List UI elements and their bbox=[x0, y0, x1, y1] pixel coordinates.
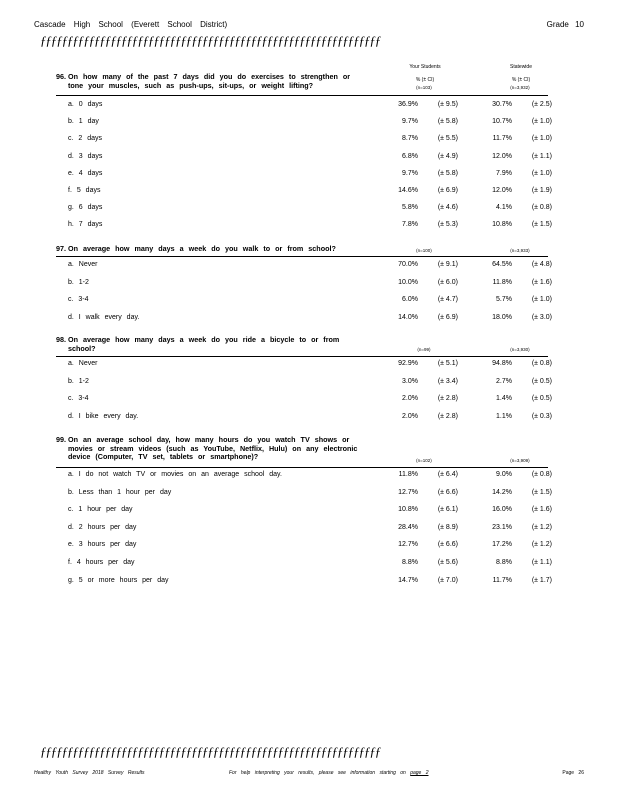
answer-label: a. I do not watch TV or movies on an average school day. bbox=[68, 471, 282, 478]
answer-label: h. 7 days bbox=[68, 221, 103, 229]
answer-label: a. 0 days bbox=[68, 101, 103, 108]
your-students-pct: 8.8% bbox=[402, 559, 418, 566]
statewide-ci: (± 4.8) bbox=[531, 261, 552, 268]
answer-label: g. 6 days bbox=[68, 204, 103, 212]
statewide-ci: (± 1.9) bbox=[531, 187, 552, 194]
your-students-ci: (± 6.9) bbox=[437, 313, 458, 321]
your-students-pct: 12.7% bbox=[398, 541, 418, 549]
statewide-ci: (± 1.6) bbox=[531, 506, 552, 514]
your-students-pct: 2.0% bbox=[402, 395, 418, 403]
answer-label: a. Never bbox=[68, 360, 98, 367]
n-your-students: (n=100) bbox=[416, 248, 432, 253]
answer-label: e. 4 days bbox=[68, 169, 103, 177]
statewide-pct: 1.4% bbox=[496, 395, 512, 403]
col-your-students-label: Your Students bbox=[409, 64, 441, 70]
statewide-ci: (± 1.0) bbox=[531, 118, 552, 126]
statewide-pct: 1.1% bbox=[496, 412, 512, 420]
question-97 bbox=[56, 245, 386, 254]
question-text: On average how many days a week do you walk to or from school? bbox=[68, 244, 336, 253]
question-text: On an average school day, how many hours do you watch TV shows or movies or stream videos (such as YouTube, Netflix, Hulu) on any electronic device (Computer, TV set, tablets or smartphone)? bbox=[68, 435, 358, 461]
col-statewide-label: Statewide bbox=[510, 64, 532, 70]
answer-label: f. 4 hours per day bbox=[68, 559, 135, 566]
n-statewide: (n=3,909) bbox=[510, 458, 530, 463]
question-text: On average how many days a week do you ride a bicycle to or from school? bbox=[68, 335, 340, 353]
grade-label: Grade 10 bbox=[546, 20, 584, 29]
question-number: 98. bbox=[56, 335, 66, 344]
statewide-pct: 2.7% bbox=[496, 377, 512, 385]
your-students-pct: 10.0% bbox=[398, 278, 418, 286]
n-statewide: (n=3,932) bbox=[510, 85, 530, 90]
your-students-ci: (± 9.1) bbox=[437, 261, 458, 268]
question-rule bbox=[56, 256, 548, 257]
answer-label: d. I walk every day. bbox=[68, 313, 140, 321]
statewide-pct: 5.7% bbox=[496, 296, 512, 304]
your-students-pct: 14.7% bbox=[398, 576, 418, 584]
statewide-ci: (± 1.7) bbox=[531, 576, 552, 584]
col-your-students bbox=[390, 64, 460, 70]
your-students-ci: (± 2.8) bbox=[437, 412, 458, 420]
answer-label: e. 3 hours per day bbox=[68, 541, 137, 549]
statewide-pct: 4.1% bbox=[496, 204, 512, 212]
your-students-pct: 2.0% bbox=[402, 412, 418, 420]
statewide-pct: 14.2% bbox=[492, 488, 512, 496]
your-students-pct: 3.0% bbox=[402, 377, 418, 385]
statewide-ci: (± 1.1) bbox=[531, 559, 552, 566]
decorative-divider-bottom: ƒƒƒƒƒƒƒƒƒƒƒƒƒƒƒƒƒƒƒƒƒƒƒƒƒƒƒƒƒƒƒƒƒƒƒƒƒƒƒƒƒƒƒƒƒƒƒƒƒƒƒƒƒƒƒƒƒƒƒƒƒƒƒ bbox=[40, 744, 381, 759]
n-statewide: (n=3,930) bbox=[510, 347, 530, 352]
statewide-ci: (± 0.8) bbox=[531, 204, 552, 212]
statewide-ci: (± 1.0) bbox=[531, 169, 552, 177]
answer-label: d. I bike every day. bbox=[68, 412, 139, 420]
statewide-pct: 9.0% bbox=[496, 471, 512, 478]
your-students-ci: (± 5.3) bbox=[437, 221, 458, 229]
answer-label: d. 2 hours per day bbox=[68, 523, 137, 531]
question-number: 96. bbox=[56, 72, 66, 81]
your-students-pct: 14.0% bbox=[398, 313, 418, 321]
statewide-ci: (± 0.3) bbox=[531, 412, 552, 420]
your-students-ci: (± 6.4) bbox=[437, 471, 458, 478]
statewide-pct: 30.7% bbox=[492, 101, 512, 108]
your-students-ci: (± 5.1) bbox=[437, 360, 458, 367]
your-students-ci: (± 2.8) bbox=[437, 395, 458, 403]
statewide-pct: 16.0% bbox=[492, 506, 512, 514]
answer-label: a. Never bbox=[68, 261, 98, 268]
your-students-ci: (± 6.6) bbox=[437, 541, 458, 549]
statewide-pct: 7.9% bbox=[496, 169, 512, 177]
statewide-ci: (± 0.5) bbox=[531, 395, 552, 403]
statewide-pct: 64.5% bbox=[492, 261, 512, 268]
your-students-pct: 7.8% bbox=[402, 221, 418, 229]
question-rule bbox=[56, 95, 548, 96]
your-students-ci: (± 9.5) bbox=[437, 101, 458, 108]
your-students-pct: 12.7% bbox=[398, 488, 418, 496]
statewide-ci: (± 1.0) bbox=[531, 296, 552, 304]
question-number: 99. bbox=[56, 435, 66, 444]
statewide-pct: 10.8% bbox=[492, 221, 512, 229]
your-students-pct: 70.0% bbox=[398, 261, 418, 268]
your-students-pct: 8.7% bbox=[402, 135, 418, 143]
your-students-pct: 11.8% bbox=[398, 471, 418, 478]
statewide-pct: 18.0% bbox=[492, 313, 512, 321]
statewide-ci: (± 0.8) bbox=[531, 360, 552, 367]
statewide-ci: (± 1.2) bbox=[531, 523, 552, 531]
statewide-ci: (± 1.5) bbox=[531, 221, 552, 229]
question-98 bbox=[56, 336, 386, 353]
statewide-ci: (± 1.1) bbox=[531, 152, 552, 160]
statewide-pct: 10.7% bbox=[492, 118, 512, 126]
answer-label: c. 1 hour per day bbox=[68, 506, 133, 514]
answer-label: c. 3-4 bbox=[68, 296, 89, 304]
decorative-divider-top: ƒƒƒƒƒƒƒƒƒƒƒƒƒƒƒƒƒƒƒƒƒƒƒƒƒƒƒƒƒƒƒƒƒƒƒƒƒƒƒƒƒƒƒƒƒƒƒƒƒƒƒƒƒƒƒƒƒƒƒƒƒƒƒ bbox=[40, 33, 381, 48]
footer-survey-title: Healthy Youth Survey 2018 Survey Results bbox=[34, 770, 145, 776]
n-your-students: (n=103) bbox=[416, 85, 432, 90]
statewide-ci: (± 1.5) bbox=[531, 488, 552, 496]
answer-label: b. 1-2 bbox=[68, 377, 89, 385]
answer-label: d. 3 days bbox=[68, 152, 103, 160]
question-96 bbox=[56, 73, 386, 90]
answer-label: b. 1-2 bbox=[68, 278, 89, 286]
statewide-pct: 23.1% bbox=[492, 523, 512, 531]
statewide-pct: 12.0% bbox=[492, 187, 512, 194]
statewide-pct: 17.2% bbox=[492, 541, 512, 549]
your-students-ci: (± 7.0) bbox=[437, 576, 458, 584]
statewide-pct: 8.8% bbox=[496, 559, 512, 566]
col-state-pct: % (± CI) bbox=[511, 77, 531, 83]
your-students-pct: 9.7% bbox=[402, 118, 418, 126]
your-students-pct: 9.7% bbox=[402, 169, 418, 177]
your-students-ci: (± 6.9) bbox=[437, 187, 458, 194]
statewide-pct: 11.7% bbox=[492, 135, 512, 143]
your-students-ci: (± 6.1) bbox=[437, 506, 458, 514]
your-students-ci: (± 6.6) bbox=[437, 488, 458, 496]
statewide-ci: (± 3.0) bbox=[531, 313, 552, 321]
n-statewide: (n=3,933) bbox=[510, 248, 530, 253]
answer-label: f. 5 days bbox=[68, 187, 101, 194]
statewide-pct: 12.0% bbox=[492, 152, 512, 160]
your-students-ci: (± 6.0) bbox=[437, 278, 458, 286]
your-students-pct: 28.4% bbox=[398, 523, 418, 531]
statewide-ci: (± 0.5) bbox=[531, 377, 552, 385]
your-students-ci: (± 4.7) bbox=[437, 296, 458, 304]
school-name: Cascade High School (Everett School District) bbox=[34, 20, 228, 29]
question-99 bbox=[56, 436, 386, 462]
footer-help-pre: For help interpreting your results, please see information starting on bbox=[229, 770, 411, 776]
n-your-students: (n=102) bbox=[416, 458, 432, 463]
your-students-pct: 6.8% bbox=[402, 152, 418, 160]
your-students-pct: 36.9% bbox=[398, 101, 418, 108]
statewide-ci: (± 0.8) bbox=[531, 471, 552, 478]
footer-page-number: Page 26 bbox=[562, 770, 584, 776]
footer-help-text bbox=[229, 770, 429, 776]
col-your-pct: % (± CI) bbox=[415, 77, 435, 83]
your-students-pct: 6.0% bbox=[402, 296, 418, 304]
statewide-ci: (± 2.5) bbox=[531, 101, 552, 108]
footer-page-link[interactable]: page 2 bbox=[410, 770, 429, 776]
answer-label: c. 2 days bbox=[68, 135, 103, 143]
statewide-pct: 11.8% bbox=[492, 278, 512, 286]
your-students-ci: (± 5.5) bbox=[437, 135, 458, 143]
question-rule bbox=[56, 356, 548, 357]
statewide-pct: 94.8% bbox=[492, 360, 512, 367]
question-number: 97. bbox=[56, 244, 66, 253]
question-text: On how many of the past 7 days did you do exercises to strengthen or tone your muscles, such as push-ups, sit-ups, or weight lifting? bbox=[68, 72, 351, 90]
statewide-ci: (± 1.6) bbox=[531, 278, 552, 286]
your-students-pct: 5.8% bbox=[402, 204, 418, 212]
your-students-pct: 92.9% bbox=[398, 360, 418, 367]
statewide-ci: (± 1.2) bbox=[531, 541, 552, 549]
your-students-ci: (± 4.9) bbox=[437, 152, 458, 160]
answer-label: b. Less than 1 hour per day bbox=[68, 488, 172, 496]
your-students-ci: (± 3.4) bbox=[437, 377, 458, 385]
n-your-students: (n=99) bbox=[417, 347, 431, 352]
your-students-ci: (± 5.8) bbox=[437, 118, 458, 126]
your-students-ci: (± 4.6) bbox=[437, 204, 458, 212]
answer-label: c. 3-4 bbox=[68, 395, 89, 403]
your-students-ci: (± 5.8) bbox=[437, 169, 458, 177]
statewide-pct: 11.7% bbox=[492, 576, 512, 584]
col-statewide bbox=[486, 64, 556, 70]
your-students-ci: (± 8.9) bbox=[437, 523, 458, 531]
your-students-pct: 14.6% bbox=[398, 187, 418, 194]
answer-label: b. 1 day bbox=[68, 118, 99, 126]
your-students-ci: (± 5.6) bbox=[437, 559, 458, 566]
question-rule bbox=[56, 467, 548, 468]
your-students-pct: 10.8% bbox=[398, 506, 418, 514]
answer-label: g. 5 or more hours per day bbox=[68, 576, 169, 584]
statewide-ci: (± 1.0) bbox=[531, 135, 552, 143]
